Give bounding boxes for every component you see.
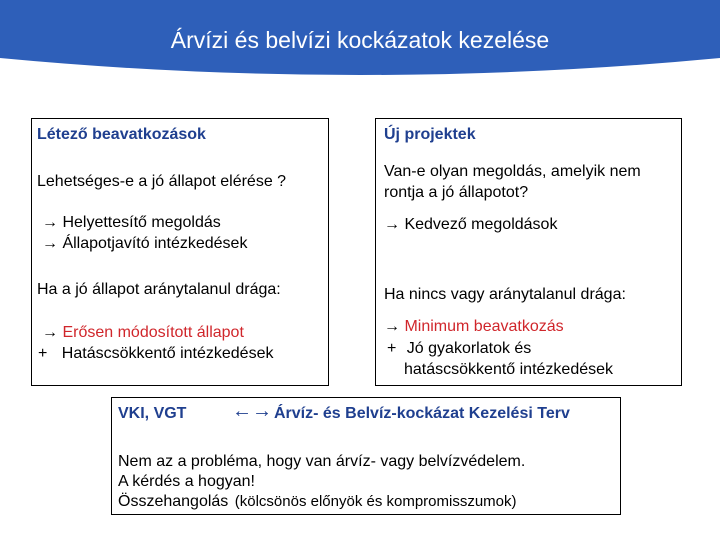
bottom-line-3-paren: (kölcsönös előnyök és kompromisszumok) xyxy=(234,493,517,510)
right-result-plus-label-2: hatáscsökkentő intézkedések xyxy=(404,361,614,378)
bottom-line-2: A kérdés a hogyan! xyxy=(118,473,255,490)
page-title: Árvízi és belvízi kockázatok kezelése xyxy=(170,27,550,53)
arrow-right-icon: → xyxy=(42,324,58,341)
bottom-line-1: Nem az a probléma, hogy van árvíz- vagy belvízvédelem. xyxy=(118,453,526,470)
bottom-line-3-main: Összehangolás xyxy=(118,493,229,510)
right-question-line1: Van-e olyan megoldás, amelyik nem xyxy=(384,163,641,180)
plus-icon: + xyxy=(38,345,48,362)
right-result-red: Minimum beavatkozás xyxy=(404,318,564,335)
right-condition: Ha nincs vagy aránytalanul drága: xyxy=(384,286,626,303)
left-option-2-label: Állapotjavító intézkedések xyxy=(62,235,248,252)
vki-vgt-label: VKI, VGT xyxy=(118,405,187,422)
arrow-right-icon: → xyxy=(42,214,58,231)
left-result-plus-label: Hatáscsökkentő intézkedések xyxy=(61,345,274,362)
left-option-1 xyxy=(42,212,221,233)
right-option-1-label: Kedvező megoldások xyxy=(404,216,558,233)
flood-risk-plan-label: Árvíz- és Belvíz-kockázat Kezelési Terv xyxy=(274,405,570,422)
arrow-right-icon: → xyxy=(42,235,58,252)
left-result xyxy=(42,322,244,343)
left-result-plus xyxy=(38,343,273,364)
double-arrow-icon: ←→ xyxy=(232,400,272,422)
left-heading: Létező beavatkozások xyxy=(37,126,206,143)
left-option-1-label: Helyettesítő megoldás xyxy=(62,214,221,231)
right-question-line2: rontja a jó állapotot? xyxy=(384,184,529,201)
left-option-2 xyxy=(42,233,247,254)
right-option-1 xyxy=(384,214,557,235)
left-result-red: Erősen módosított állapot xyxy=(62,324,244,341)
right-result xyxy=(384,316,564,337)
left-condition: Ha a jó állapot aránytalanul drága: xyxy=(37,281,281,298)
arrow-right-icon: → xyxy=(384,216,400,233)
bottom-line-3 xyxy=(118,491,517,512)
right-result-plus-label-1: Jó gyakorlatok és xyxy=(406,340,532,357)
right-result-plus xyxy=(387,338,531,359)
arrow-right-icon: → xyxy=(384,318,400,335)
right-heading: Új projektek xyxy=(384,126,476,143)
plus-icon: + xyxy=(387,340,397,357)
left-question: Lehetséges-e a jó állapot elérése ? xyxy=(37,173,287,190)
